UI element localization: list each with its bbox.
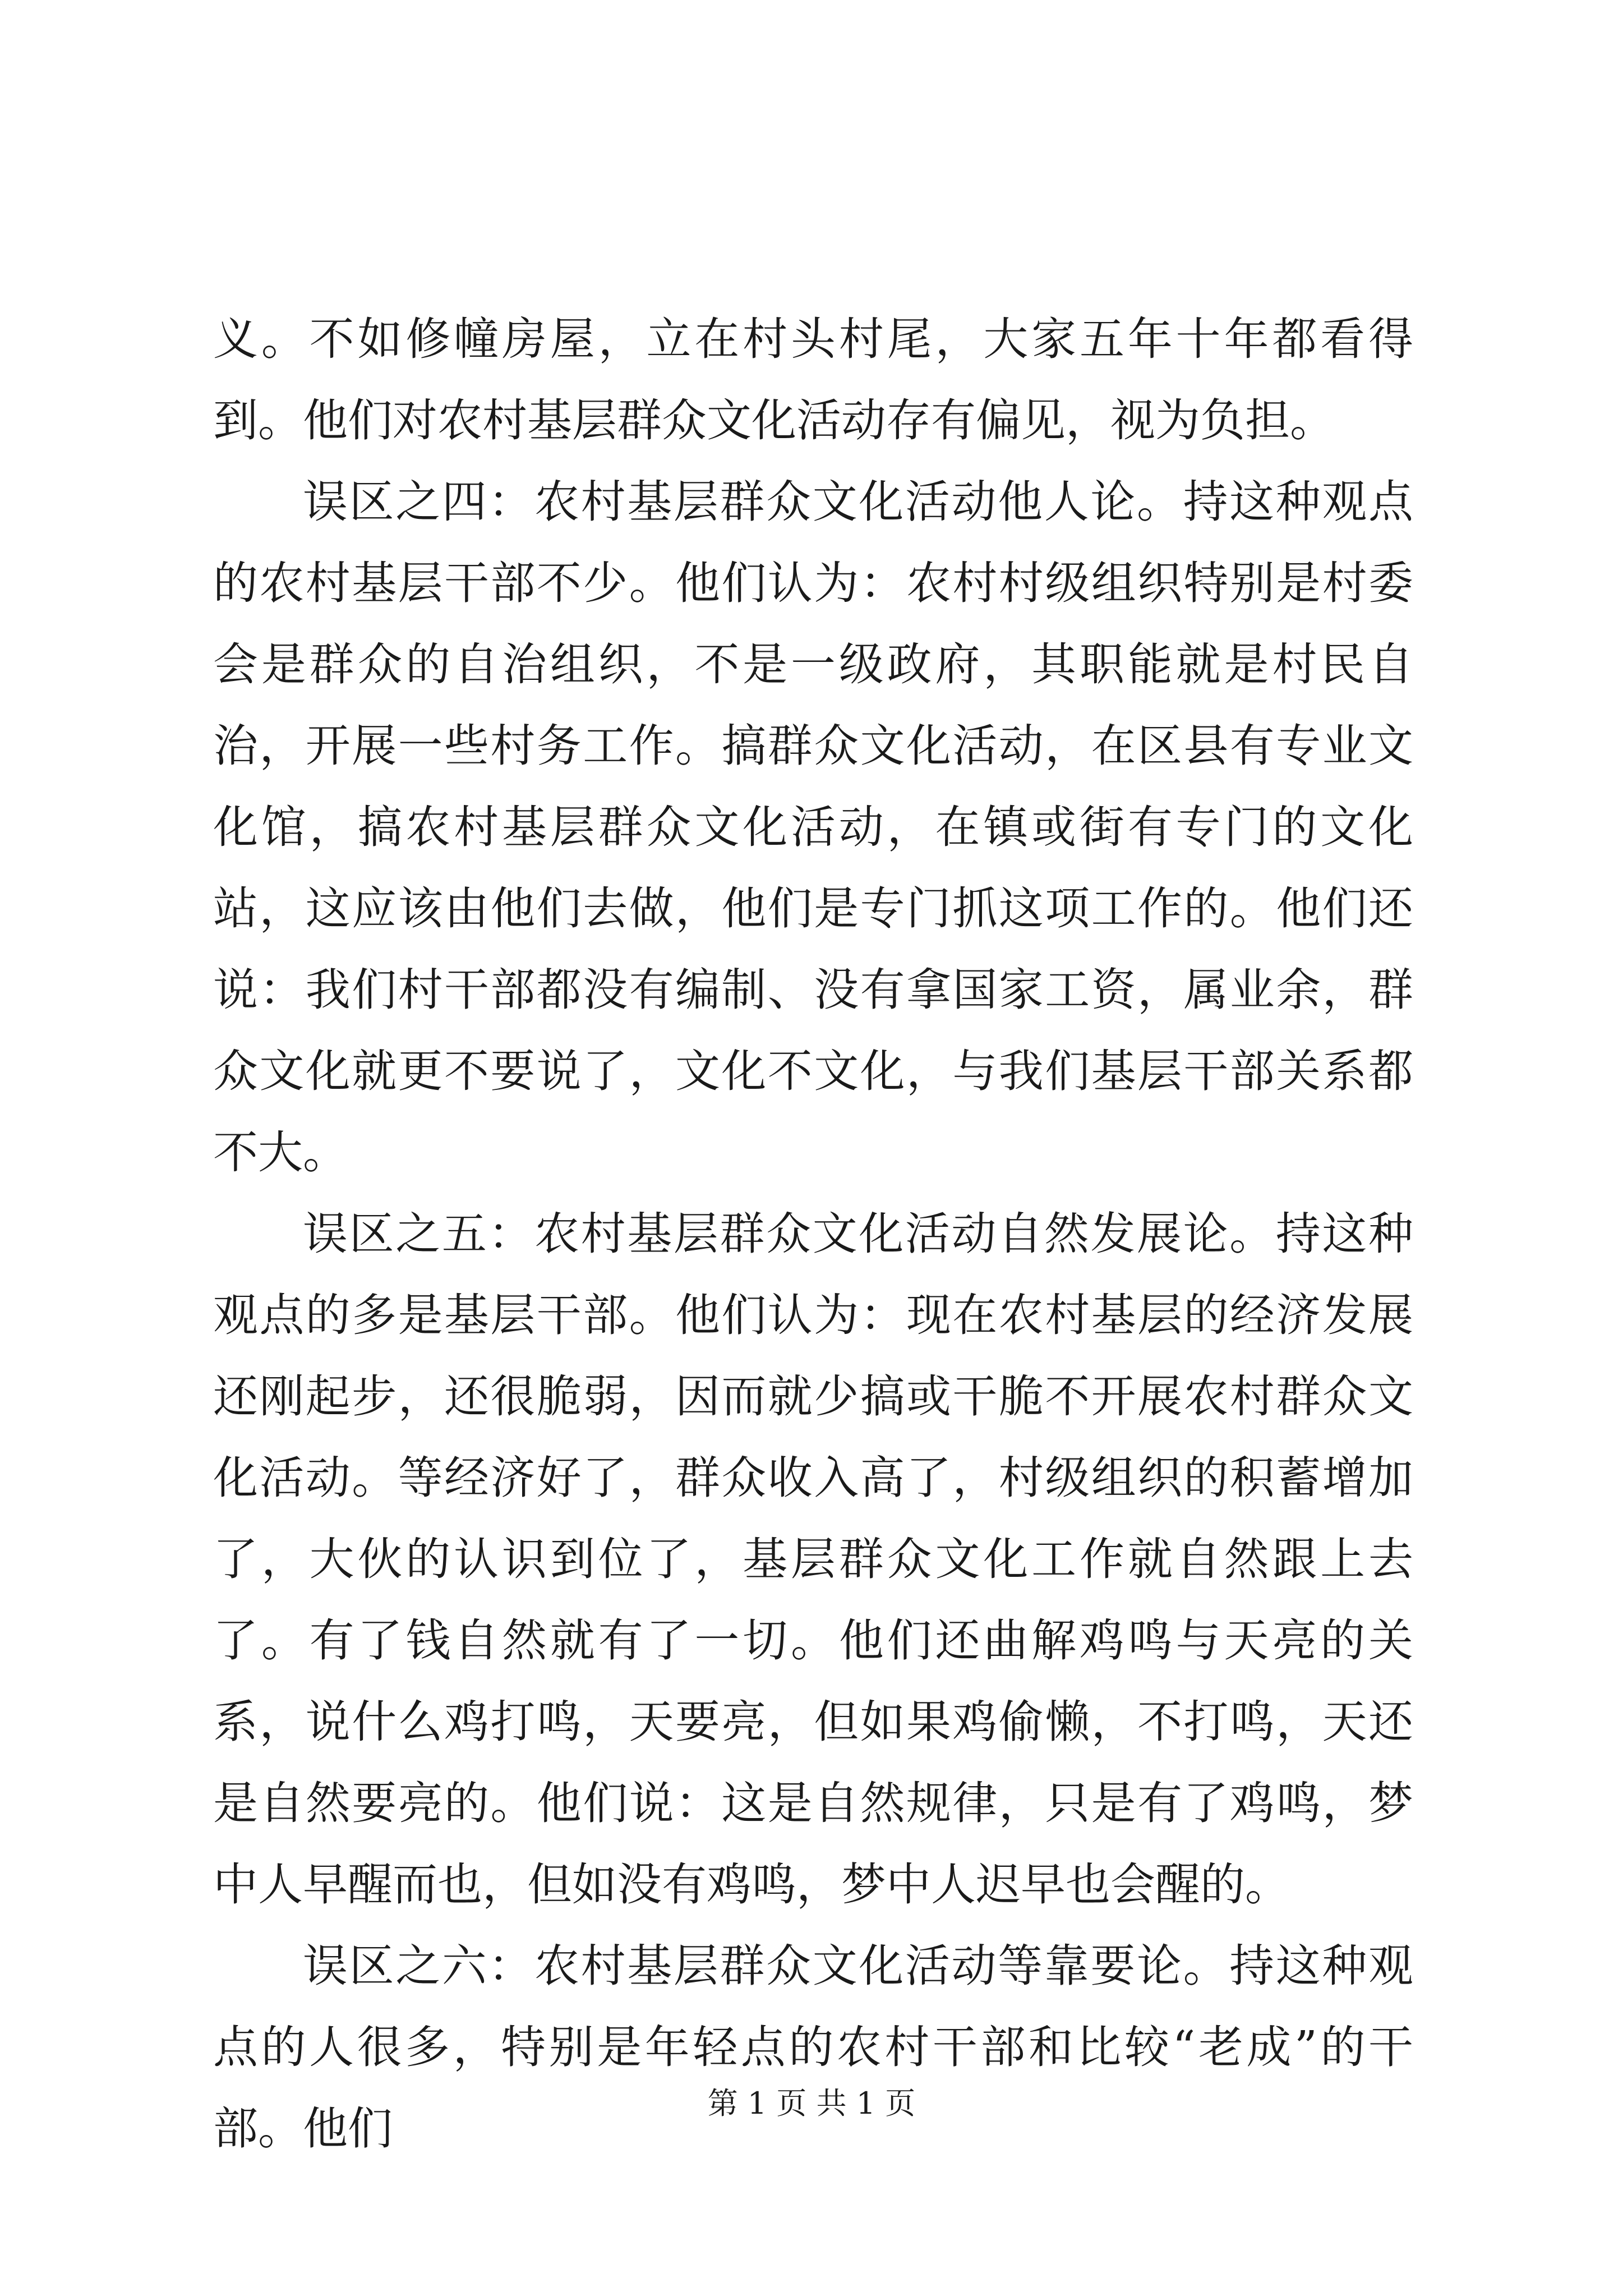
- page-footer: 第 1 页 共 1 页: [707, 2086, 916, 2121]
- paragraph-misconception-four: 误区之四：农村基层群众文化活动他人论。持这种观点的农村基层干部不少。他们认为：农村村级组织特别是村委会是群众的自治组织，不是一级政府，其职能就是村民自治，开展一些村务工作。搞群众文化活动，在区县有专业文化馆，搞农村基层群众文化活动，在镇或街有专门的文化站，这应该由他们去做，他们是专门抓这项工作的。他们还说：我们村干部都没有编制、没有拿国家工资，属业余，群众文化就更不要说了，文化不文化，与我们基层干部关系都不大。: [213, 476, 1413, 1179]
- paragraph-misconception-six: 误区之六：农村基层群众文化活动等靠要论。持这种观点的人很多，特别是年轻点的农村干部和比较“老成”的干部。他们: [213, 1940, 1413, 2155]
- paragraph-continuation: 义。不如修幢房屋，立在村头村尾，大家五年十年都看得到。他们对农村基层群众文化活动存有偏见，视为负担。: [213, 313, 1413, 447]
- paragraph-misconception-five: 误区之五：农村基层群众文化活动自然发展论。持这种观点的多是基层干部。他们认为：现在农村基层的经济发展还刚起步，还很脆弱，因而就少搞或干脆不开展农村群众文化活动。等经济好了，群众收入高了，村级组织的积蓄增加了，大伙的认识到位了，基层群众文化工作就自然跟上去了。有了钱自然就有了一切。他们还曲解鸡鸣与天亮的关系，说什么鸡打鸣，天要亮，但如果鸡偷懒，不打鸣，天还是自然要亮的。他们说：这是自然规律，只是有了鸡鸣，梦中人早醒而也，但如没有鸡鸣，梦中人迟早也会醒的。: [213, 1208, 1413, 1911]
- document-body: [213, 298, 1413, 2169]
